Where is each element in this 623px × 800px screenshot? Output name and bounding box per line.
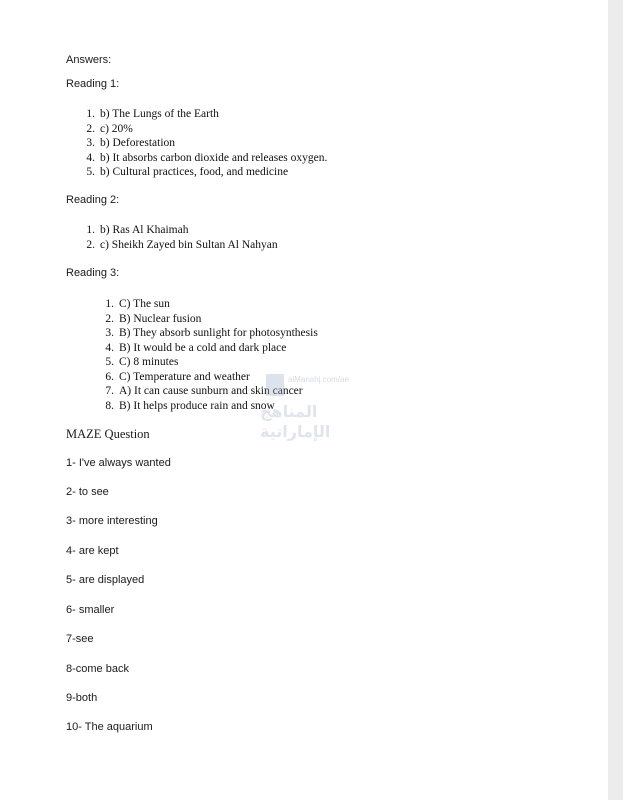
list-item: 2. c) 20% [86,122,133,135]
list-item: 4- are kept [66,545,119,557]
list-item: 6- smaller [66,604,115,616]
list-item: 5. C) 8 minutes [105,356,179,368]
list-item: 4. b) It absorbs carbon dioxide and releases oxygen. [86,151,328,164]
list-item: 8-come back [66,663,129,675]
list-item: 1. C) The sun [105,298,170,310]
list-item: 5- are displayed [66,574,145,586]
reading-1-heading: Reading 1: [66,78,120,90]
watermark-logo-text: المناهج الإماراتية [260,404,331,441]
list-item: 8. B) It helps produce rain and snow [105,399,275,412]
list-item: 3- more interesting [66,515,158,527]
watermark [258,372,378,441]
list-item: 7-see [66,633,94,645]
watermark-url: alManahj.com/ae [288,375,349,384]
list-item: 5. b) Cultural practices, food, and medicine [86,166,289,178]
list-item: 2. c) Sheikh Zayed bin Sultan Al Nahyan [86,238,278,251]
answers-heading: Answers: [66,54,112,66]
list-item: 6. C) Temperature and weather [105,370,250,383]
list-item: 2- to see [66,486,109,498]
list-item: 2. B) Nuclear fusion [105,312,202,325]
reading-3-heading: Reading 3: [66,267,120,279]
viewer-gutter [608,0,623,800]
list-item: 10- The aquarium [66,721,153,733]
list-item: 1. b) Ras Al Khaimah [86,224,189,236]
list-item: 3. b) Deforestation [86,137,176,149]
list-item: 3. B) They absorb sunlight for photosynthesis [105,327,318,339]
list-item: 1- I've always wanted [66,457,171,469]
list-item: 1. b) The Lungs of the Earth [86,108,219,120]
maze-heading: MAZE Question [66,427,150,441]
list-item: 4. B) It would be a cold and dark place [105,341,287,354]
list-item: 7. A) It can cause sunburn and skin cancer [105,385,303,397]
list-item: 9-both [66,692,98,704]
reading-2-heading: Reading 2: [66,194,120,206]
